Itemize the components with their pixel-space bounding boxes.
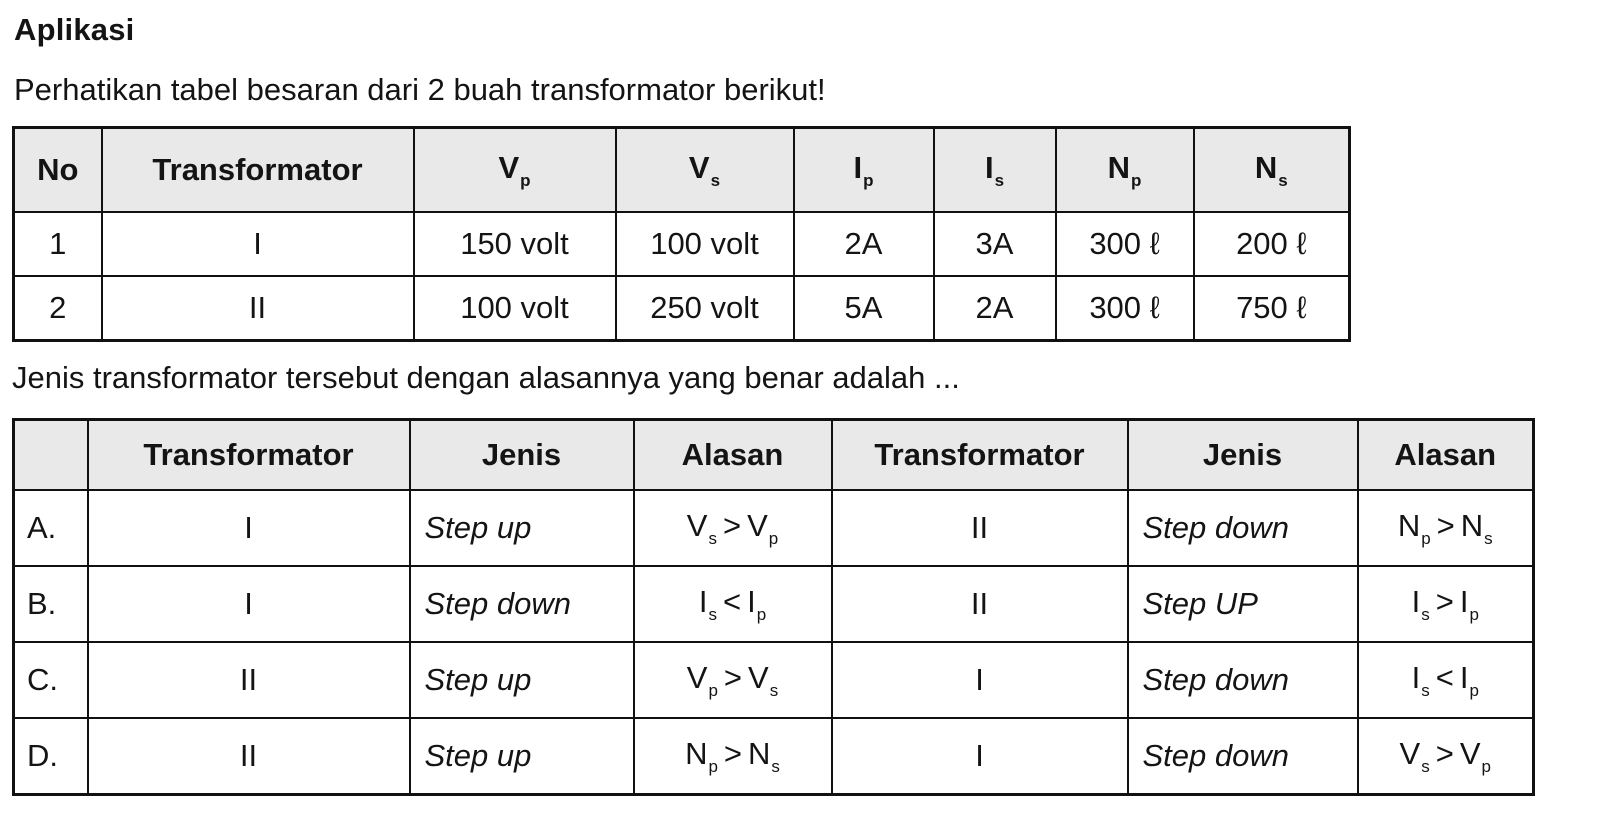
subscript: s xyxy=(1421,756,1430,776)
option-row-b[interactable] xyxy=(14,566,1534,642)
cell-jenis-1: Step down xyxy=(410,566,634,642)
option-label: C. xyxy=(14,642,88,718)
option-row-d[interactable] xyxy=(14,718,1534,795)
subscript: s xyxy=(1421,680,1430,700)
cell-np: 300 ℓ xyxy=(1056,276,1194,341)
cell-alasan-2 xyxy=(1358,490,1534,566)
subscript: p xyxy=(708,680,718,700)
subscript: s xyxy=(708,528,717,548)
symbol: V xyxy=(686,659,708,695)
header-symbol: I xyxy=(984,149,994,185)
cell-ns: 200 ℓ xyxy=(1194,212,1350,276)
operator: > xyxy=(1436,507,1455,543)
operator: > xyxy=(1435,735,1454,771)
symbol: I xyxy=(1411,659,1421,695)
cell-transformator-1: I xyxy=(88,566,410,642)
header-jenis-1: Jenis xyxy=(410,420,634,491)
symbol: N xyxy=(1397,507,1421,543)
header-alasan-1: Alasan xyxy=(634,420,832,491)
symbol: V xyxy=(748,659,769,695)
operator: > xyxy=(723,659,743,695)
symbol: V xyxy=(686,507,708,543)
header-transformator-1: Transformator xyxy=(88,420,410,491)
cell-jenis-2: Step down xyxy=(1128,642,1358,718)
subscript: p xyxy=(768,528,779,548)
cell-is: 3A xyxy=(934,212,1056,276)
cell-no: 1 xyxy=(14,212,102,276)
header-symbol: N xyxy=(1107,149,1130,185)
symbol: V xyxy=(1399,735,1421,771)
cell-jenis-2: Step UP xyxy=(1128,566,1358,642)
option-label: A. xyxy=(14,490,88,566)
header-vp xyxy=(414,128,616,213)
cell-jenis-1: Step up xyxy=(410,642,634,718)
symbol: I xyxy=(1459,583,1469,619)
cell-alasan-2 xyxy=(1358,642,1534,718)
operator: > xyxy=(723,735,743,771)
intro-text: Perhatikan tabel besaran dari 2 buah transformator berikut! xyxy=(14,72,826,107)
cell-transformator-2: II xyxy=(832,490,1128,566)
header-ns xyxy=(1194,128,1350,213)
cell-transformator: I xyxy=(102,212,414,276)
header-symbol: V xyxy=(498,149,520,185)
symbol: I xyxy=(698,583,708,619)
header-no: No xyxy=(14,128,102,213)
header-symbol: V xyxy=(688,149,710,185)
header-jenis-2: Jenis xyxy=(1128,420,1358,491)
option-row-a[interactable] xyxy=(14,490,1534,566)
symbol: N xyxy=(685,735,708,771)
symbol: V xyxy=(1459,735,1481,771)
header-subscript: s xyxy=(994,170,1005,190)
header-alasan-2: Alasan xyxy=(1358,420,1534,491)
cell-no: 2 xyxy=(14,276,102,341)
question-text: Jenis transformator tersebut dengan alasannya yang benar adalah ... xyxy=(12,360,960,395)
cell-alasan-2 xyxy=(1358,566,1534,642)
cell-transformator: II xyxy=(102,276,414,341)
cell-vs: 100 volt xyxy=(616,212,794,276)
cell-alasan-1 xyxy=(634,718,832,795)
cell-alasan-2 xyxy=(1358,718,1534,795)
subscript: s xyxy=(769,680,779,700)
header-option xyxy=(14,420,88,491)
subscript: p xyxy=(756,604,767,624)
cell-transformator-1: II xyxy=(88,718,410,795)
cell-alasan-1 xyxy=(634,566,832,642)
subscript: s xyxy=(1484,528,1493,548)
transformer-data-table xyxy=(12,126,1351,342)
cell-vp: 100 volt xyxy=(414,276,616,341)
symbol: N xyxy=(1460,507,1484,543)
symbol: I xyxy=(747,583,756,619)
operator: > xyxy=(1435,583,1454,619)
symbol: N xyxy=(748,735,771,771)
subscript: p xyxy=(1469,604,1479,624)
section-heading: Aplikasi xyxy=(14,12,135,47)
cell-np: 300 ℓ xyxy=(1056,212,1194,276)
cell-transformator-2: II xyxy=(832,566,1128,642)
header-vs xyxy=(616,128,794,213)
header-np xyxy=(1056,128,1194,213)
header-symbol: I xyxy=(853,149,863,185)
table-row xyxy=(14,212,1350,276)
cell-ip: 2A xyxy=(794,212,934,276)
cell-ns: 750 ℓ xyxy=(1194,276,1350,341)
subscript: p xyxy=(1481,756,1491,776)
answer-options-table xyxy=(12,418,1535,796)
operator: < xyxy=(722,583,742,619)
header-transformator: Transformator xyxy=(102,128,414,213)
subscript: p xyxy=(708,756,718,776)
subscript: p xyxy=(1421,528,1431,548)
cell-alasan-1 xyxy=(634,642,832,718)
header-subscript: s xyxy=(710,170,721,190)
cell-jenis-2: Step down xyxy=(1128,718,1358,795)
header-subscript: p xyxy=(863,170,874,190)
table-header-row xyxy=(14,128,1350,213)
subscript: s xyxy=(771,756,780,776)
header-symbol: N xyxy=(1254,149,1278,185)
cell-alasan-1 xyxy=(634,490,832,566)
table-row xyxy=(14,276,1350,341)
symbol: I xyxy=(1411,583,1421,619)
cell-vs: 250 volt xyxy=(616,276,794,341)
option-row-c[interactable] xyxy=(14,642,1534,718)
cell-transformator-2: I xyxy=(832,642,1128,718)
subscript: s xyxy=(1421,604,1430,624)
option-label: B. xyxy=(14,566,88,642)
subscript: s xyxy=(708,604,717,624)
header-ip xyxy=(794,128,934,213)
header-subscript: s xyxy=(1278,170,1288,190)
operator: < xyxy=(1435,659,1454,695)
option-label: D. xyxy=(14,718,88,795)
table-header-row xyxy=(14,420,1534,491)
cell-transformator-1: I xyxy=(88,490,410,566)
operator: > xyxy=(722,507,742,543)
header-subscript: p xyxy=(1131,170,1142,190)
cell-transformator-2: I xyxy=(832,718,1128,795)
cell-is: 2A xyxy=(934,276,1056,341)
cell-jenis-2: Step down xyxy=(1128,490,1358,566)
cell-ip: 5A xyxy=(794,276,934,341)
cell-jenis-1: Step up xyxy=(410,718,634,795)
subscript: p xyxy=(1469,680,1479,700)
symbol: V xyxy=(747,507,768,543)
symbol: I xyxy=(1459,659,1469,695)
cell-transformator-1: II xyxy=(88,642,410,718)
header-is xyxy=(934,128,1056,213)
cell-jenis-1: Step up xyxy=(410,490,634,566)
header-transformator-2: Transformator xyxy=(832,420,1128,491)
header-subscript: p xyxy=(520,170,531,190)
cell-vp: 150 volt xyxy=(414,212,616,276)
